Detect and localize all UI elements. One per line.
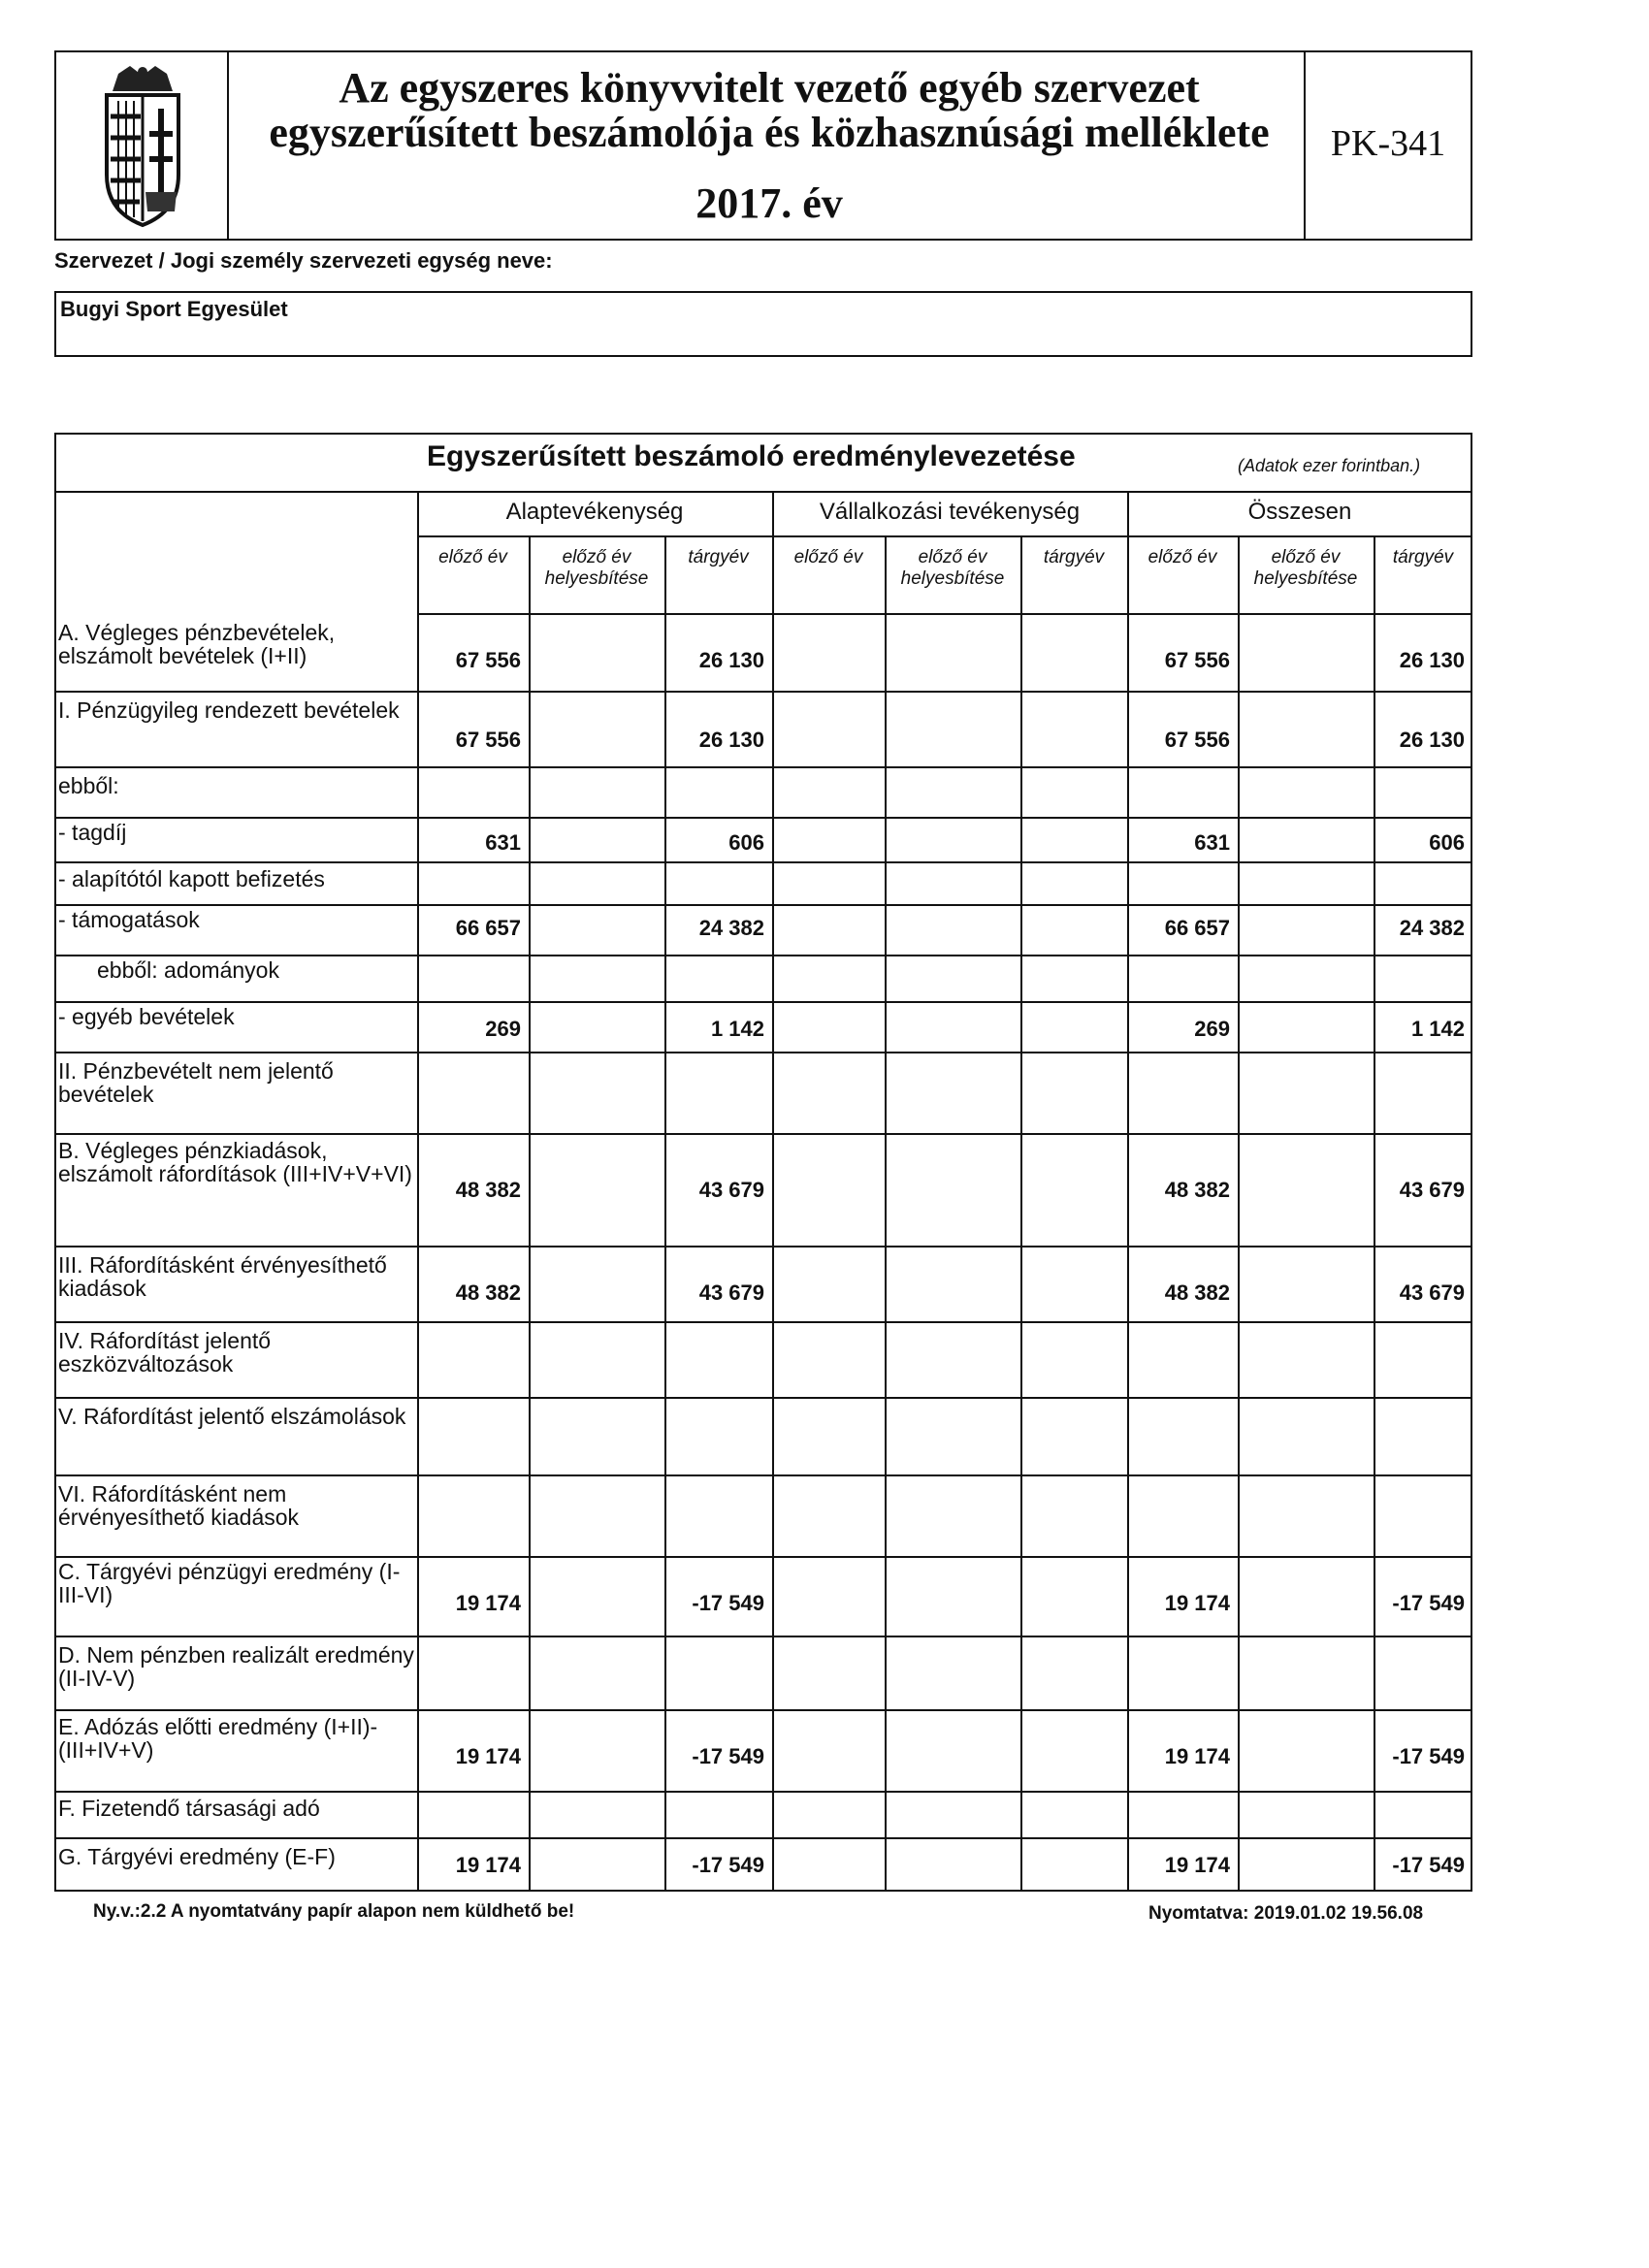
table-cell-value: -17 549 xyxy=(692,1744,764,1768)
table-cell-value: 43 679 xyxy=(698,1280,764,1305)
table-column-rule xyxy=(1238,535,1240,1892)
print-timestamp: Nyomtatva: 2019.01.02 19.56.08 xyxy=(1148,1903,1424,1924)
column-subheader: előző év helyesbítése xyxy=(900,547,1005,589)
column-subheader: tárgyév xyxy=(1043,547,1105,567)
row-label: - egyéb bevételek xyxy=(58,1004,235,1029)
column-subheader: tárgyév xyxy=(1392,547,1454,567)
table-cell-value: 269 xyxy=(485,1017,521,1041)
table-cell-value: 26 130 xyxy=(698,728,764,752)
table-rule xyxy=(54,817,1472,819)
table-cell-value: 48 382 xyxy=(1164,1178,1230,1202)
row-label: - alapítótól kapott befizetés xyxy=(58,866,325,891)
table-cell-value: 19 174 xyxy=(1164,1853,1230,1877)
table-rule xyxy=(54,1474,1472,1476)
column-subheader: előző év xyxy=(438,547,507,567)
footer-note: Ny.v.:2.2 A nyomtatvány papír alapon nem küldhető be! xyxy=(93,1901,575,1922)
table-rule xyxy=(54,1890,1472,1892)
table-column-rule xyxy=(1020,535,1022,1892)
table-cell-value: -17 549 xyxy=(692,1591,764,1615)
organization-name: Bugyi Sport Egyesület xyxy=(60,297,288,321)
table-rule xyxy=(54,861,1472,863)
table-cell-value: 43 679 xyxy=(1399,1280,1465,1305)
table-rule xyxy=(54,1636,1472,1637)
table-cell-value: 43 679 xyxy=(698,1178,764,1202)
table-rule xyxy=(54,1001,1472,1003)
row-label: - támogatások xyxy=(58,907,200,932)
row-label: B. Végleges pénzkiadások, elszámolt ráfordítások (III+IV+V+VI) xyxy=(58,1138,412,1186)
table-rule xyxy=(54,1709,1472,1711)
table-cell-value: -17 549 xyxy=(1392,1591,1465,1615)
table-rule xyxy=(54,1052,1472,1053)
row-label: F. Fizetendő társasági adó xyxy=(58,1796,320,1821)
table-cell-value: 48 382 xyxy=(455,1178,521,1202)
column-group-header: Vállalkozási tevékenység xyxy=(819,499,1081,525)
table-rule xyxy=(54,1397,1472,1399)
row-label: ebből: adományok xyxy=(97,957,279,983)
row-label: II. Pénzbevételt nem jelentő bevételek xyxy=(58,1058,334,1107)
table-rule xyxy=(54,691,1472,693)
row-label: G. Tárgyévi eredmény (E-F) xyxy=(58,1844,336,1869)
hungarian-coat-of-arms-icon xyxy=(80,66,206,229)
table-cell-value: 48 382 xyxy=(1164,1280,1230,1305)
unit-note: (Adatok ezer forintban.) xyxy=(1238,456,1421,475)
table-cell-value: -17 549 xyxy=(692,1853,764,1877)
table-cell-value: 19 174 xyxy=(1164,1744,1230,1768)
table-rule xyxy=(417,535,1472,537)
table-cell-value: -17 549 xyxy=(1392,1744,1465,1768)
table-cell-value: 269 xyxy=(1194,1017,1230,1041)
form-code: PK-341 xyxy=(1330,123,1446,164)
row-label: I. Pénzügyileg rendezett bevételek xyxy=(58,697,400,723)
table-column-rule xyxy=(772,491,774,1892)
column-subheader: előző év helyesbítése xyxy=(544,547,649,589)
table-cell-value: 631 xyxy=(1194,830,1230,855)
column-subheader: előző év xyxy=(1148,547,1217,567)
table-cell-value: 606 xyxy=(728,830,764,855)
row-label: ebből: xyxy=(58,773,119,798)
table-cell-value: 43 679 xyxy=(1399,1178,1465,1202)
table-cell-value: 19 174 xyxy=(1164,1591,1230,1615)
title-cell xyxy=(229,52,1310,239)
table-cell-value: 24 382 xyxy=(698,916,764,940)
table-column-rule xyxy=(529,535,531,1892)
row-label: D. Nem pénzben realizált eredmény (II-IV-V) xyxy=(58,1642,414,1691)
row-label: VI. Ráfordításként nem érvényesíthető kiadások xyxy=(58,1481,300,1530)
report-title: Egyszerűsített beszámoló eredménylevezetése xyxy=(427,440,1076,472)
table-rule xyxy=(54,1837,1472,1839)
table-rule xyxy=(54,904,1472,906)
table-cell-value: 26 130 xyxy=(1399,728,1465,752)
organization-name-field xyxy=(54,291,1472,357)
row-label: - tagdíj xyxy=(58,820,127,845)
table-rule xyxy=(54,491,1472,493)
table-rule xyxy=(54,1556,1472,1558)
table-rule xyxy=(54,1791,1472,1793)
table-cell-value: 606 xyxy=(1429,830,1465,855)
row-label: IV. Ráfordítást jelentő eszközváltozások xyxy=(58,1328,272,1377)
column-subheader: tárgyév xyxy=(688,547,749,567)
table-rule xyxy=(54,1133,1472,1135)
row-label: C. Tárgyévi pénzügyi eredmény (I-III-VI) xyxy=(58,1559,401,1607)
row-label: A. Végleges pénzbevételek, elszámolt bevételek (I+II) xyxy=(58,620,336,668)
table-cell-value: 67 556 xyxy=(1164,648,1230,672)
table-cell-value: 67 556 xyxy=(455,728,521,752)
table-cell-value: 48 382 xyxy=(455,1280,521,1305)
table-cell-value: 66 657 xyxy=(1164,916,1230,940)
row-label: III. Ráfordításként érvényesíthető kiadások xyxy=(58,1252,387,1301)
table-cell-value: 1 142 xyxy=(710,1017,764,1041)
row-label: V. Ráfordítást jelentő elszámolások xyxy=(58,1404,406,1429)
table-rule xyxy=(417,613,1472,615)
table-rule xyxy=(54,766,1472,768)
table-cell-value: 26 130 xyxy=(1399,648,1465,672)
table-cell-value: -17 549 xyxy=(1392,1853,1465,1877)
table-cell-value: 19 174 xyxy=(455,1744,521,1768)
table-rule xyxy=(54,1321,1472,1323)
form-code-cell xyxy=(1304,52,1471,239)
column-group-header: Összesen xyxy=(1247,499,1352,525)
table-cell-value: 24 382 xyxy=(1399,916,1465,940)
table-cell-value: 1 142 xyxy=(1410,1017,1465,1041)
form-title-line-1: Az egyszeres könyvvitelt vezető egyéb szervezet xyxy=(339,64,1200,112)
organization-label: Szervezet / Jogi személy szervezeti egység neve: xyxy=(54,248,553,273)
form-header xyxy=(54,50,1472,241)
report-year: 2017. év xyxy=(695,179,843,227)
form-title-line-2: egyszerűsített beszámolója és közhasznúsági melléklete xyxy=(269,109,1270,156)
table-column-rule xyxy=(885,535,887,1892)
crest-cell xyxy=(56,52,229,239)
table-cell-value: 19 174 xyxy=(455,1591,521,1615)
row-label: E. Adózás előtti eredmény (I+II)-(III+IV+V) xyxy=(58,1714,378,1763)
table-cell-value: 67 556 xyxy=(1164,728,1230,752)
column-group-header: Alaptevékenység xyxy=(505,499,684,525)
table-cell-value: 19 174 xyxy=(455,1853,521,1877)
table-cell-value: 67 556 xyxy=(455,648,521,672)
column-subheader: előző év helyesbítése xyxy=(1253,547,1358,589)
table-rule xyxy=(54,1246,1472,1247)
table-rule xyxy=(54,955,1472,956)
column-subheader: előző év xyxy=(793,547,863,567)
table-cell-value: 631 xyxy=(485,830,521,855)
table-cell-value: 26 130 xyxy=(698,648,764,672)
table-cell-value: 66 657 xyxy=(455,916,521,940)
